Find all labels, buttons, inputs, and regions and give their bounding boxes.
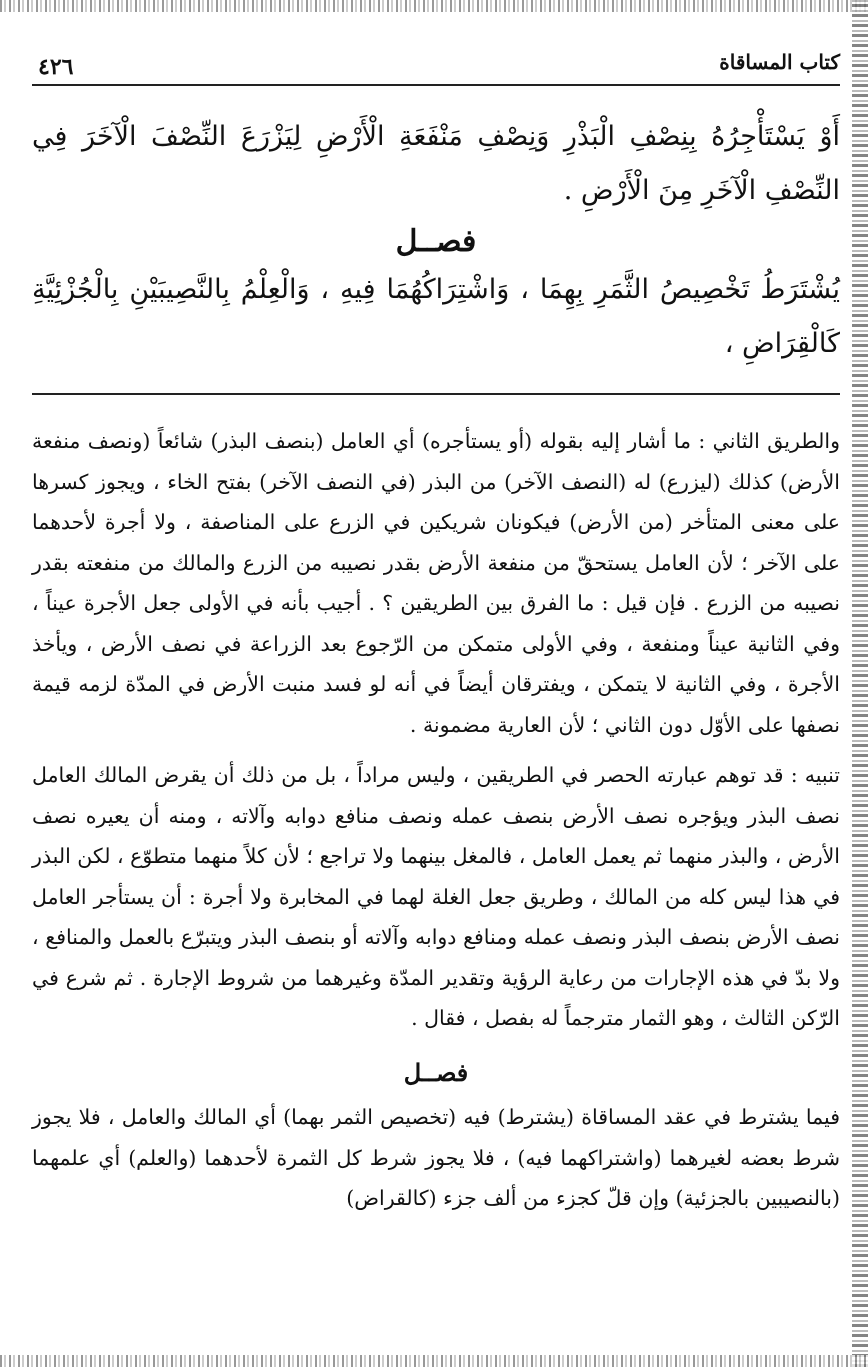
decorative-right-border [852, 0, 868, 1367]
page-header [32, 32, 840, 86]
section-heading-1: فصــل [395, 224, 477, 259]
page-number: ٤٢٦ [38, 54, 74, 80]
running-title: كتاب المساقاة [719, 50, 840, 74]
decorative-bottom-border [0, 1355, 868, 1367]
book-page [32, 32, 840, 1332]
matn-text-1: أَوْ يَسْتَأْجِرُهُ بِنِصْفِ الْبَذْرِ وَنِصْفِ مَنْفَعَةِ الْأَرْضِ لِيَزْرَعَ النِّصْفَ الْآخَرَ فِي النِّصْفِ الْآخَرِ مِنَ الْأَرْضِ . [32, 121, 840, 206]
matn-text-2: يُشْتَرَطُ تَخْصِيصُ الثَّمَرِ بِهِمَا ، وَاشْتِرَاكُهُمَا فِيهِ ، وَالْعِلْمُ بِالنَّصِيبَيْنِ بِالْجُزْئِيَّةِ كَالْقِرَاضِ ، [32, 274, 840, 359]
decorative-top-border [0, 0, 868, 12]
section-heading-2: فصــل [403, 1057, 469, 1087]
section-divider [32, 393, 840, 395]
commentary-paragraph-3: فيما يشترط في عقد المساقاة (يشترط) فيه (تخصيص الثمر بهما) أي المالك والعامل ، فلا يجوز شرط بعضه لغيرهما (واشتراكهما فيه) ، فلا يجوز شرط كل الثمرة لأحدهما (والعلم) أي علمهما (بالنصيبين بالجزئية) وإن قلّ كجزء من ألف جزء (كالقراض) [32, 1105, 840, 1210]
commentary-block [32, 421, 840, 1219]
commentary-paragraph-2: تنبيه : قد توهم عبارته الحصر في الطريقين ، وليس مراداً ، بل من ذلك أن يقرض المالك العامل نصف البذر ويؤجره نصف الأرض بنصف عمله ونصف منافع دوابه وآلاته ، ومنه أن يعيره نصف الأرض ، والبذر منهما ثم يعمل العامل ، فالمغل بينهما ولا تراجع ؛ لأن كلاً منهما متطوّع ، لكن البذر في هذا ليس كله من المالك ، وطريق جعل الغلة لهما في المخابرة ولا أجرة : أن يستأجر العامل نصف الأرض بنصف البذر ونصف عمله ومنافع دوابه وآلاته أو بنصف البذر ويتبرّع بالعمل والمنافع ، ولا بدّ في هذه الإجارات من رعاية الرؤية وتقدير المدّة وغيرهما من شروط الإجارة . ثم شرع في الرّكن الثالث ، وهو الثمار مترجماً له بفصل ، فقال . [32, 763, 840, 1030]
commentary-paragraph-1: والطريق الثاني : ما أشار إليه بقوله (أو يستأجره) أي العامل (بنصف البذر) شائعاً (ونصف منفعة الأرض) كذلك (ليزرع) له (النصف الآخر) من البذر (في النصف الآخر) بفتح الخاء ، ويجوز كسرها على معنى المتأخر (من الأرض) فيكونان شريكين في الزرع على المناصفة ، ولا أجرة لأحدهما على الآخر ؛ لأن العامل يستحقّ من منفعة الأرض بقدر نصيبه من الزرع والمالك من منفعته بقدر نصيبه من الزرع . فإن قيل : ما الفرق بين الطريقين ؟ . أجيب بأنه في الأولى جعل الأجرة عيناً ، وفي الثانية عيناً ومنفعة ، وفي الأولى متمكن من الرّجوع بعد الزراعة في نصف الأرض ، ويأخذ الأجرة ، وفي الثانية لا يتمكن ، ويفترقان أيضاً في أنه لو فسد منبت الأرض في المدّة لزمه قيمة نصفها على الأوّل دون الثاني ؛ لأن العارية مضمونة . [32, 429, 840, 737]
